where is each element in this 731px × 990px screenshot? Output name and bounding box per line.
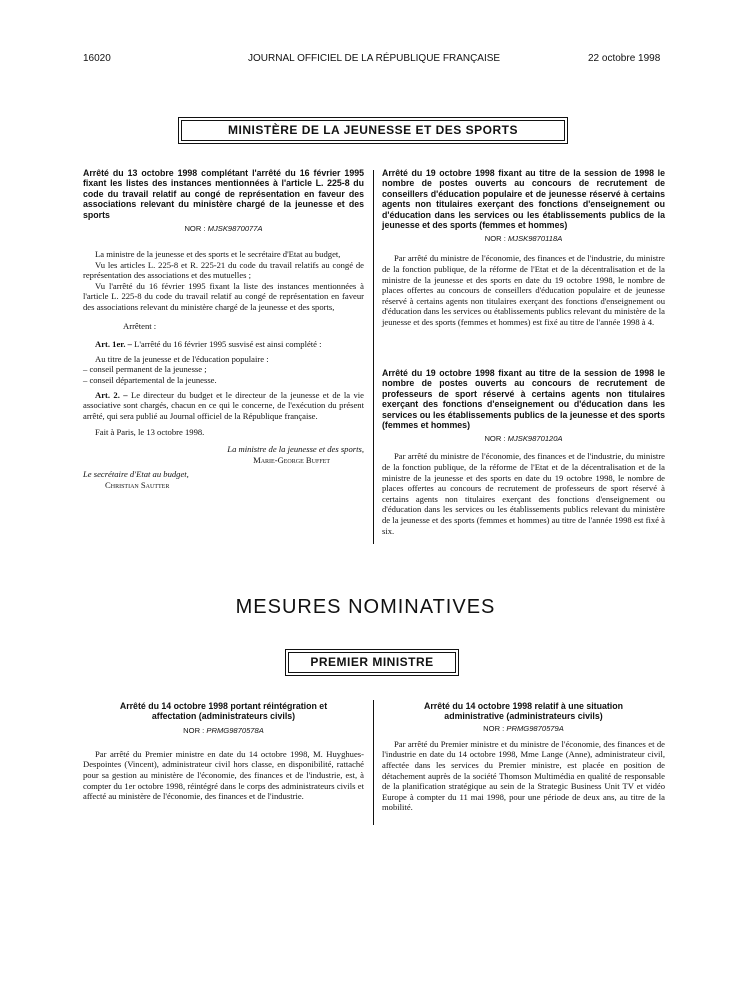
nor-code: MJSK9870120A [507, 434, 563, 444]
list-intro: Au titre de la jeunesse et de l'éducation populaire : [95, 353, 269, 364]
article-body [83, 249, 364, 490]
article-body [382, 253, 665, 327]
premier-ministre-box [285, 649, 459, 676]
article-title: Arrêté du 19 octobre 1998 fixant au titre de la session de 1998 le nombre de postes ouverts au concours de recrutement de professeurs de sport réservé à certains agents non titulaires exerçant des fonctions d'enseignement ou d'éducation dans les services ou les établissements publics de la jeunesse et des sports (femmes et hommes) [382, 368, 665, 431]
paragraph: Par arrêté du ministre de l'économie, des finances et de l'industrie, du ministre de la fonction publique, de la réforme de l'Etat et de la décentralisation et de la ministre de la jeunesse et des sports en date du 19 octobre 1998, le nombre de places offertes au concours de recrutement de professeurs de sport réservé à certains agents non titulaires exerçant des fonctions d'enseignement ou d'éducation dans les services ou les établissements publics relevant du ministère de la jeunesse et des sports (femmes et hommes) au titre de l'année 1998 est fixé à six. [382, 451, 665, 536]
nor-code: MJSK9870118A [507, 234, 563, 244]
nor-reference [83, 726, 364, 735]
section-title: MESURES NOMINATIVES [235, 596, 496, 618]
page-number: 16020 [83, 53, 111, 64]
article-text: L'arrêté du 16 février 1995 susvisé est ainsi complété : [134, 339, 322, 350]
nor-label: NOR : [484, 434, 506, 444]
paragraph: Par arrêté du Premier ministre en date du 14 octobre 1998, M. Huyghues-Despointes (Vincent), administrateur civil hors classe, en disponibilité, rattaché pour sa gestion au ministère de l'économie, des finances et de l'industrie, est, à compter du 1er octobre 1998, réintégré dans le corps des administrateurs civils et affecté au ministère de l'économie, des finances et de l'industrie. [83, 748, 364, 802]
paragraph: Par arrêté du ministre de l'économie, des finances et de l'industrie, du ministre de la fonction publique, de la réforme de l'Etat et de la décentralisation et de la ministre de la jeunesse et des sports en date du 19 octobre 1998, le nombre de places offertes au concours de conseillers d'éducation populaire et de jeunesse réservé à certains agents non titulaires exerçant des fonctions d'enseignement ou d'éducation dans les services ou établissements publics relevant du ministère de la jeunesse et des sports (femmes et hommes) est fixé au titre de l'année 1998 à 4. [382, 253, 665, 327]
nor-code: PRMG9870579A [506, 723, 564, 733]
article-label: Art. 1er. – [95, 339, 132, 350]
nor-reference [382, 434, 665, 443]
issue-date: 22 octobre 1998 [588, 53, 661, 64]
signature-name: Christian Sautter [105, 479, 170, 490]
arretent: Arrêtent : [123, 320, 157, 331]
signature-name: Marie-George Buffet [253, 454, 330, 465]
nor-code: PRMG9870578A [206, 725, 264, 735]
article-body [382, 451, 665, 536]
list-item: – conseil permanent de la jeunesse ; [83, 364, 207, 375]
column-divider [373, 170, 374, 544]
nor-label: NOR : [183, 725, 205, 735]
article-title: Arrêté du 14 octobre 1998 relatif à une situation administrative (administrateurs civils) [424, 701, 623, 722]
ministry-box-label: MINISTÈRE DE LA JEUNESSE ET DES SPORTS [181, 120, 565, 141]
paragraph: Vu les articles L. 225-8 et R. 225-21 du code du travail relatifs au congé de représentation des associations et des mutuelles ; [83, 259, 364, 281]
right-article-2 [382, 368, 665, 536]
paragraph: Vu l'arrêté du 16 février 1995 fixant la liste des instances mentionnées à l'article L. 225-8 du code du travail relatif au congé de représentation en faveur des associations relevant du ministère chargé de la jeunesse et des sports, [83, 280, 364, 312]
nor-label: NOR : [483, 723, 505, 733]
paragraph: La ministre de la jeunesse et des sports et le secrétaire d'Etat au budget, [95, 249, 341, 260]
nor-label: NOR : [484, 234, 506, 244]
paragraph: Par arrêté du Premier ministre et du ministre de l'économie, des finances et de l'industrie en date du 14 octobre 1998, Mme Lange (Anne), administrateur civil, affectée dans les services du Premier ministre, est placée en position de détachement auprès de la société Thomson Multimédia en qualité de responsable de la planification stratégique au sein de la Strategic Business Unit TV et vidéo Europe à compter du 11 mai 1998, pour une période de deux ans, au titre de la mobilité. [382, 738, 665, 813]
fait-a: Fait à Paris, le 13 octobre 1998. [95, 427, 205, 438]
signature-title: Le secrétaire d'Etat au budget, [83, 469, 189, 480]
premier-ministre-label: PREMIER MINISTRE [288, 652, 456, 673]
right-article-1 [382, 168, 665, 328]
nor-reference [382, 724, 665, 733]
column-divider [373, 700, 374, 825]
article-title: Arrêté du 14 octobre 1998 portant réintégration et affectation (administrateurs civils) [119, 701, 328, 722]
article-title: Arrêté du 13 octobre 1998 complétant l'arrêté du 16 février 1995 fixant les listes des instances mentionnées à l'article L. 225-8 du code du travail relatif au congé de représentation en faveur des associations relevant du ministère chargé de la jeunesse et des sports [83, 168, 364, 220]
bottom-left-article [83, 701, 364, 802]
nor-reference [83, 224, 364, 233]
article-title: Arrêté du 19 octobre 1998 fixant au titre de la session de 1998 le nombre de postes ouverts au concours de recrutement de conseillers d'éducation populaire et de jeunesse réservé à certains agents non titulaires exerçant des fonctions d'enseignement ou d'éducation dans les services ou les établissements publics de la jeunesse et des sports (femmes et hommes) [382, 168, 665, 231]
article-label: Art. 2. – [95, 389, 128, 400]
nor-label: NOR : [184, 224, 206, 234]
article-body [83, 749, 364, 802]
journal-title: JOURNAL OFFICIEL DE LA RÉPUBLIQUE FRANÇAISE [248, 53, 501, 64]
nor-reference [382, 234, 665, 243]
nor-code: MJSK9870077A [207, 224, 263, 234]
list-item: – conseil départemental de la jeunesse. [83, 374, 217, 385]
article-text: Le directeur du budget et le directeur de la jeunesse et de la vie associative sont chargés, chacun en ce qui le concerne, de l'exécution du présent arrêté, qui sera publié au Journal officiel de la République française. [83, 389, 364, 421]
ministry-box [178, 117, 568, 144]
bottom-right-article [382, 701, 665, 813]
article-body [382, 739, 665, 813]
left-article [83, 168, 364, 490]
signature-title: La ministre de la jeunesse et des sports, [227, 443, 364, 454]
